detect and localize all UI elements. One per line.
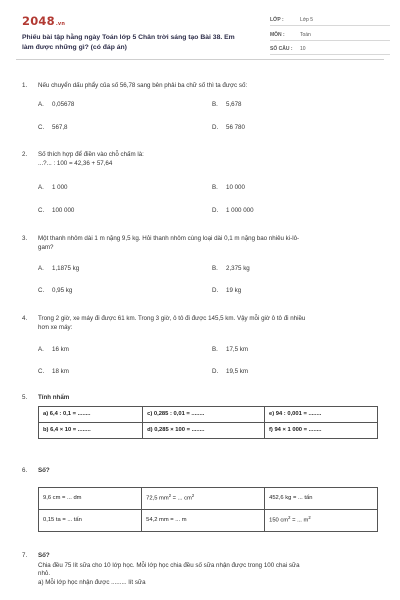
cell-text: = ... m: [292, 517, 309, 524]
site-logo[interactable]: [22, 14, 65, 30]
option-label: D.: [212, 207, 219, 214]
table-cell[interactable]: [142, 488, 265, 510]
table-row: [39, 488, 378, 510]
option-text: 5,678: [226, 101, 242, 108]
table-cell[interactable]: 452,6 kg = ... tấn: [265, 488, 378, 510]
option-text: 0,05678: [52, 101, 75, 108]
option-label: A.: [38, 101, 44, 108]
squared-superscript: 2: [308, 515, 311, 521]
question-text: Trong 2 giờ, xe máy đi được 61 km. Trong 3 giờ, ô tô đi được 145,5 km. Vậy mỗi giờ ô tô đi nhiều: [38, 315, 306, 322]
question-number: 3.: [22, 235, 28, 242]
option-text: 16 km: [52, 346, 69, 353]
table-row: [39, 407, 378, 423]
table-row: [39, 423, 378, 439]
table-cell[interactable]: e) 94 : 0,001 = ........: [264, 407, 377, 423]
worksheet-header: [16, 10, 384, 60]
option-text: 567,8: [52, 124, 68, 131]
logo-text: 2048: [22, 14, 55, 28]
option-text: 19,5 km: [226, 368, 249, 375]
option-label: A.: [38, 184, 44, 191]
option-text: 56 780: [226, 124, 245, 131]
option-label: B.: [212, 184, 218, 191]
mental-math-table: [38, 406, 378, 439]
table-cell[interactable]: c) 0,285 : 0,01 = ........: [143, 407, 265, 423]
question-equation: ...?... : 100 = 42,36 + 57,64: [38, 160, 113, 167]
meta-subject-key: MÔN :: [270, 32, 285, 38]
question-number: 2.: [22, 151, 28, 158]
meta-count-key: SỐ CÂU :: [270, 46, 293, 52]
meta-grade-key: LỚP :: [270, 17, 284, 23]
question-number: 4.: [22, 315, 28, 322]
table-cell[interactable]: 9,6 cm = ... dm: [39, 488, 142, 510]
question-text-cont: hơn xe máy:: [38, 324, 73, 331]
option-label: D.: [212, 368, 219, 375]
option-label: B.: [212, 101, 218, 108]
option-text: 10 000: [226, 184, 245, 191]
option-label: C.: [38, 287, 45, 294]
question-text: Số thích hợp để điền vào chỗ chấm là:: [38, 151, 144, 158]
question-text-cont: nhỏ.: [38, 570, 51, 578]
option-label: C.: [38, 124, 45, 131]
option-label: A.: [38, 265, 44, 272]
option-text: 1,1875 kg: [52, 265, 80, 272]
question-7-body: [38, 562, 382, 587]
question-text: Số?: [38, 467, 50, 474]
question-text: Tính nhẩm: [38, 394, 70, 401]
option-label: A.: [38, 346, 44, 353]
table-cell[interactable]: b) 6,4 × 10 = ........: [39, 423, 143, 439]
option-text: 1 000 000: [226, 207, 254, 214]
meta-grade-value: Lớp 5: [300, 17, 314, 23]
cell-text: = ... cm: [172, 495, 192, 502]
option-text: 2,375 kg: [226, 265, 250, 272]
logo-suffix: .vn: [55, 21, 66, 27]
squared-superscript: 2: [191, 493, 195, 499]
question-number: 7.: [22, 552, 28, 559]
option-label: B.: [212, 265, 218, 272]
table-cell[interactable]: f) 94 × 1 000 = ........: [264, 423, 377, 439]
option-text: 1 000: [52, 184, 68, 191]
option-label: C.: [38, 368, 45, 375]
table-cell[interactable]: a) 6,4 : 0,1 = ........: [39, 407, 143, 423]
option-text: 18 km: [52, 368, 69, 375]
table-cell[interactable]: 0,15 ta = ... tấn: [39, 510, 142, 532]
option-label: D.: [212, 287, 219, 294]
meta-subject-value: Toán: [300, 32, 311, 38]
question-text-cont: Chia đều 75 lít sữa cho 10 lớp học. Mỗi lớp học chia đều số sữa nhận được trong 100 chai sữa: [38, 562, 300, 569]
question-number: 1.: [22, 82, 28, 89]
table-cell[interactable]: 54,2 mm = ... m: [142, 510, 265, 532]
option-text: 17,5 km: [226, 346, 249, 353]
table-row: [39, 510, 378, 532]
unit-conversion-table: [38, 487, 378, 532]
question-text: Số?: [38, 552, 50, 559]
cell-text: 150 cm: [269, 517, 289, 524]
option-label: C.: [38, 207, 45, 214]
option-label: D.: [212, 124, 219, 131]
question-number: 5.: [22, 394, 28, 401]
option-text: 100 000: [52, 207, 75, 214]
squared-superscript: 2: [168, 493, 172, 499]
option-label: B.: [212, 346, 218, 353]
meta-count-value: 10: [300, 46, 306, 52]
table-cell[interactable]: [265, 510, 378, 532]
meta-subject: [270, 31, 390, 41]
question-text-cont: gam?: [38, 244, 54, 251]
meta-count: [270, 45, 390, 55]
sub-question-a: a) Mỗi lớp học nhận được ......... lít sữa: [38, 578, 146, 586]
table-cell[interactable]: d) 0,285 × 100 = ........: [143, 423, 265, 439]
question-text: Một thanh nhôm dài 1 m nặng 9,5 kg. Hỏi thanh nhôm cùng loại dài 0,1 m nặng bao nhiêu ki-lô-: [38, 235, 300, 242]
meta-grade: [270, 16, 390, 26]
question-text: Nếu chuyển dấu phẩy của số 56,78 sang bên phải ba chữ số thì ta được số:: [38, 82, 248, 89]
worksheet-title: Phiếu bài tập hằng ngày Toán lớp 5 Chân trời sáng tạo Bài 38. Em làm được những gì? (có đáp án): [22, 34, 235, 51]
question-number: 6.: [22, 467, 28, 474]
cell-text: 72,5 mm: [146, 495, 169, 502]
squared-superscript: 2: [288, 515, 291, 521]
option-text: 19 kg: [226, 287, 242, 294]
option-text: 0,95 kg: [52, 287, 73, 294]
